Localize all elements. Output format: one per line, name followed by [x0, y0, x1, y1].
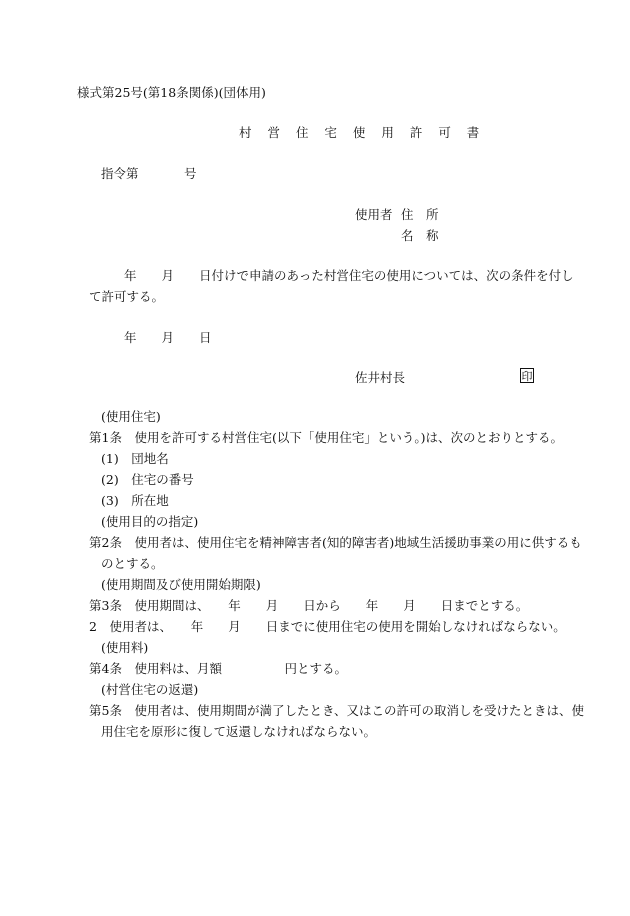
directive-number-suffix: 号: [184, 166, 197, 181]
article-1-text: 第1条 使用を許可する村営住宅(以下「使用住宅」という。)は、次のとおりとする。: [89, 430, 563, 445]
article-5-text-line2: 用住宅を原形に復して返還しなければならない。: [101, 724, 377, 739]
applicant-address-label: 住 所: [401, 207, 439, 222]
intro-paragraph-line1: 年 月 日付けで申請のあった村営住宅の使用については、次の条件を付し: [124, 268, 574, 283]
article-2-text-line1: 第2条 使用者は、使用住宅を精神障害者(知的障害者)地域生活援助事業の用に供するも: [89, 535, 582, 550]
article-3-paragraph-2: 2 使用者は、 年 月 日までに使用住宅の使用を開始しなければならない。: [89, 619, 566, 634]
article-1-item-1: (1) 団地名: [101, 451, 169, 466]
document-title: 村 営 住 宅 使 用 許 可 書: [239, 125, 486, 140]
article-3-text: 第3条 使用期間は、 年 月 日から 年 月 日までとする。: [89, 598, 529, 613]
article-1-heading: (使用住宅): [101, 409, 161, 424]
directive-number-prefix: 指令第: [101, 166, 139, 181]
seal-stamp: 印: [521, 370, 533, 383]
issue-date: 年 月 日: [124, 330, 212, 345]
issuer-title: 佐井村長: [355, 370, 406, 385]
article-3-heading: (使用期間及び使用開始期限): [101, 577, 261, 592]
article-4-heading: (使用料): [101, 640, 149, 655]
article-5-text-line1: 第5条 使用者は、使用期間が満了したとき、又はこの許可の取消しを受けたときは、使: [89, 703, 584, 718]
form-number: 様式第25号(第18条関係)(団体用): [77, 85, 266, 100]
article-2-text-line2: のとする。: [101, 556, 164, 571]
article-4-text: 第4条 使用料は、月額 円とする。: [89, 661, 347, 676]
applicant-name-label: 名 称: [401, 228, 439, 243]
intro-paragraph-line2: て許可する。: [89, 289, 165, 304]
applicant-label: 使用者: [355, 207, 393, 222]
article-1-item-3: (3) 所在地: [101, 493, 169, 508]
article-1-item-2: (2) 住宅の番号: [101, 472, 194, 487]
article-2-heading: (使用目的の指定): [101, 514, 199, 529]
article-5-heading: (村営住宅の返還): [101, 682, 199, 697]
